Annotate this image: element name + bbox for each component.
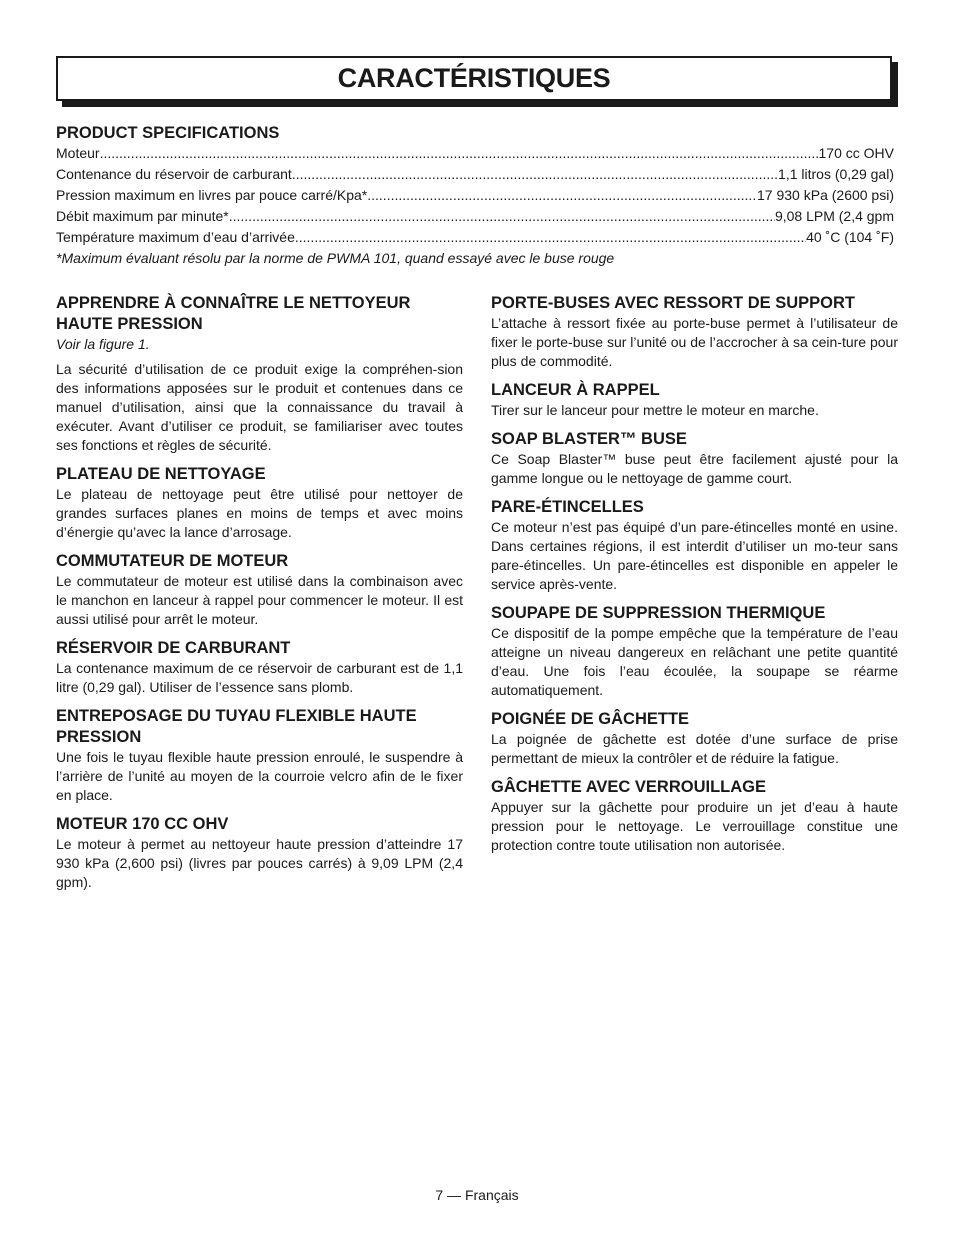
spec-label: Moteur xyxy=(56,145,100,161)
page-title: CARACTÉRISTIQUES xyxy=(337,63,611,93)
section-heading: PARE-ÉTINCELLES xyxy=(491,498,644,516)
spec-value: 40 ˚C (104 ˚F) xyxy=(806,229,894,245)
spec-leader xyxy=(229,206,775,227)
section-text: Ce dispositif de la pompe empêche que la température de l’eau atteigne un niveau dangereux en relâchant une petite quantité d’eau. Une fois l’eau écoulée, la soupape se réarme automatiquement. xyxy=(491,625,898,698)
section-text: Le moteur à permet au nettoyeur haute pression d’atteindre 17 930 kPa (2,600 psi) (livres par pouces carrés) à 9,09 LPM (2,4 gpm). xyxy=(56,836,463,890)
section-heading: APPRENDRE À CONNAÎTRE LE NETTOYEUR HAUTE PRESSION xyxy=(56,294,411,333)
spec-label: Contenance du réservoir de carburant xyxy=(56,166,292,182)
section-heading: LANCEUR À RAPPEL xyxy=(491,381,660,399)
title-box xyxy=(56,56,892,101)
section xyxy=(491,293,898,371)
spec-value: 9,08 LPM (2,4 gpm xyxy=(774,208,894,224)
spec-label: Pression maximum en livres par pouce carré/Kpa* xyxy=(56,187,368,203)
section xyxy=(56,638,463,697)
section xyxy=(56,551,463,629)
section-heading: MOTEUR 170 CC OHV xyxy=(56,815,229,833)
spec-row xyxy=(56,227,894,248)
section-heading: PORTE-BUSES AVEC RESSORT DE SUPPORT xyxy=(491,294,855,312)
right-column xyxy=(491,293,898,864)
section-text: La sécurité d’utilisation de ce produit exige la compréhen-sion des informations apposées sur le produit et contenues dans ce manuel d’utilisation, ainsi que la connaissance du travail à exécuter. Avant d’utiliser ce produit, se familiariser avec toutes ses fonctions et règles de sécurité. xyxy=(56,361,463,453)
page-footer: 7 — Français xyxy=(435,1187,519,1203)
left-column xyxy=(56,293,463,901)
spec-row xyxy=(56,143,894,164)
spec-row xyxy=(56,185,894,206)
section-text: Ce Soap Blaster™ buse peut être facilement ajusté pour la gamme longue ou le nettoyage de gamme court. xyxy=(491,451,898,486)
spec-label: Débit maximum par minute* xyxy=(56,208,229,224)
section-text: Tirer sur le lanceur pour mettre le moteur en marche. xyxy=(491,402,819,418)
section-heading: PLATEAU DE NETTOYAGE xyxy=(56,465,266,483)
spec-leader xyxy=(367,185,757,206)
section-heading: GÂCHETTE AVEC VERROUILLAGE xyxy=(491,778,767,796)
spec-label: Température maximum d’eau d’arrivée xyxy=(56,229,295,245)
product-specifications xyxy=(56,123,894,269)
section-text: Le commutateur de moteur est utilisé dans la combinaison avec le manchon en lanceur à rappel pour commencer le moteur. Il est aussi utilisé pour arrêt le moteur. xyxy=(56,573,463,627)
figure-reference: Voir la figure 1. xyxy=(56,336,150,352)
section xyxy=(56,464,463,542)
section-heading: ENTREPOSAGE DU TUYAU FLEXIBLE HAUTE PRESSION xyxy=(56,707,417,746)
section xyxy=(491,429,898,488)
spec-value: 1,1 litros (0,29 gal) xyxy=(778,166,894,182)
section-text: La poignée de gâchette est dotée d’une surface de prise permettant de mieux la contrôler et de réduire la fatigue. xyxy=(491,731,898,766)
section xyxy=(56,814,463,892)
section-heading: SOAP BLASTER™ BUSE xyxy=(491,430,687,448)
section xyxy=(56,706,463,805)
section xyxy=(491,497,898,594)
spec-value: 17 930 kPa (2600 psi) xyxy=(757,187,894,203)
section-text: La contenance maximum de ce réservoir de carburant est de 1,1 litre (0,29 gal). Utiliser de l’essence sans plomb. xyxy=(56,660,463,695)
spec-leader xyxy=(292,164,778,185)
spec-row xyxy=(56,164,894,185)
spec-value: 170 cc OHV xyxy=(818,145,894,161)
section-text: Le plateau de nettoyage peut être utilisé pour nettoyer de grandes surfaces planes en moins de temps et avec moins d’énergie qu’avec la lance d’arrosage. xyxy=(56,486,463,540)
section xyxy=(491,777,898,855)
page-title-banner xyxy=(56,56,898,107)
spec-leader xyxy=(295,227,806,248)
section-heading: COMMUTATEUR DE MOTEUR xyxy=(56,552,289,570)
section-text: Appuyer sur la gâchette pour produire un jet d’eau à haute pression pour le nettoyage. Le verrouillage constitue une protection contre toute utilisation non autorisée. xyxy=(491,799,898,853)
section-text: Ce moteur n’est pas équipé d’un pare-étincelles monté en usine. Dans certaines régions, il est interdit d’utiliser un mo-teur sans pare-étincelles. Un pare-étincelles est disponible en appeler le service après-vente. xyxy=(491,519,898,592)
spec-row xyxy=(56,206,894,227)
section xyxy=(491,709,898,768)
spec-leader xyxy=(100,143,819,164)
section-heading: RÉSERVOIR DE CARBURANT xyxy=(56,639,291,657)
section-heading: POIGNÉE DE GÂCHETTE xyxy=(491,710,690,728)
section-heading: SOUPAPE DE SUPPRESSION THERMIQUE xyxy=(491,604,826,622)
specs-heading: PRODUCT SPECIFICATIONS xyxy=(56,124,280,142)
section xyxy=(491,380,898,420)
spec-footnote: *Maximum évaluant résolu par la norme de PWMA 101, quand essayé avec le buse rouge xyxy=(56,250,615,266)
section xyxy=(56,293,463,455)
section xyxy=(491,603,898,700)
section-text: Une fois le tuyau flexible haute pression enroulé, le suspendre à l’arrière de l’unité au moyen de la courroie velcro afin de le fixer en place. xyxy=(56,749,463,803)
section-text: L’attache à ressort fixée au porte-buse permet à l’utilisateur de fixer le porte-buse sur l’unité ou de l’accrocher à sa cein-ture pour plus de commodité. xyxy=(491,315,898,369)
